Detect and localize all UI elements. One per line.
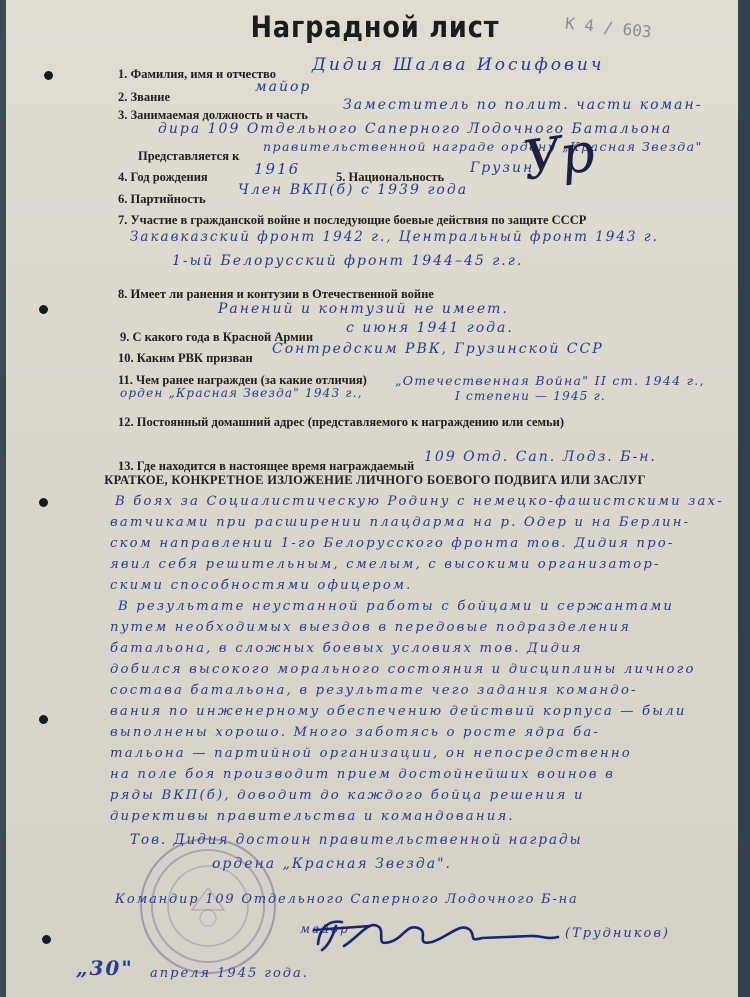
commander-signature <box>310 906 570 961</box>
commander-name: (Трудников) <box>565 926 671 941</box>
narrative-line: ряды ВКП(б), доводит до каждого бойца решения и <box>110 788 585 803</box>
field-value-name: Дидия Шалва Иосифович <box>312 55 605 75</box>
field-value-birth-year: 1916 <box>254 160 301 178</box>
field-label-nationality: 5. Национальность <box>336 170 445 184</box>
conclusion-line: Тов. Дидия достоин правительственной награды <box>130 832 583 848</box>
field-value-party: Член ВКП(б) с 1939 года <box>238 182 469 198</box>
field-value-draft-office: Сонтредским РВК, Грузинской ССР <box>272 341 604 357</box>
narrative-line: вания по инженерному обеспечению действий корпуса — были <box>110 704 687 719</box>
field-label-prior-awards: 11. Чем ранее награжден (за какие отличия) <box>118 373 367 387</box>
narrative-line: выполнены хорошо. Много заботясь о росте ядра ба- <box>110 725 601 740</box>
date-day: „30" <box>76 956 134 980</box>
field-label-position: 3. Занимаемая должность и часть <box>118 108 308 122</box>
field-value-rank: майор <box>255 79 312 95</box>
archive-number: К 4 / 603 <box>564 13 653 42</box>
field-value-prior-awards: „Отечественная Война" II ст. 1944 г., <box>395 373 705 388</box>
narrative-line: В боях за Социалистическую Родину с немецко-фашистскими зах- <box>115 494 724 509</box>
date-rest: апреля 1945 года. <box>150 966 309 981</box>
field-label-name: 1. Фамилия, имя и отчество <box>118 67 276 81</box>
narrative-line: на поле боя производит прием достойнейших воинов в <box>110 767 616 782</box>
field-value-wounds: Ранений и контузий не имеет. <box>218 301 509 317</box>
commander-title: Командир 109 Отдельного Саперного Лодочного Б-на <box>115 892 579 907</box>
field-label-combat: 7. Участие в гражданской войне и последующие боевые действия по защите СССР <box>118 213 587 227</box>
field-label-party: 6. Партийность <box>118 192 206 206</box>
field-label-draft-office: 10. Каким РВК призван <box>118 351 253 365</box>
field-value-army-since: с июня 1941 года. <box>346 320 514 336</box>
punch-hole <box>39 305 48 314</box>
narrative-line: скими способностями офицером. <box>110 578 413 593</box>
narrative-line: В результате неустанной работы с бойцами и сержантами <box>118 599 675 614</box>
field-value-location: 109 Отд. Сап. Лодз. Б-н. <box>424 449 657 465</box>
field-value-prior-awards-2: орден „Красная Звезда" 1943 г., <box>120 386 363 400</box>
narrative-line: состава батальона, в результате чего задания командо- <box>110 683 638 698</box>
punch-hole <box>42 935 51 944</box>
field-value-combat: Закавказский фронт 1942 г., Центральный фронт 1943 г. <box>130 229 659 245</box>
punch-hole <box>39 498 48 507</box>
narrative-line: явил себя решительным, смелым, с высокими организатор- <box>110 557 661 572</box>
narrative-line: директивы правительства и командования. <box>110 809 515 824</box>
commander-rank: майор <box>300 922 350 936</box>
resolution-mark: Ур <box>518 120 597 193</box>
field-label-birth-year: 4. Год рождения <box>118 170 208 184</box>
narrative-line: добился высокого морального состояния и дисциплины личного <box>110 662 696 677</box>
narrative-line: путем необходимых выездов в передовые подразделения <box>110 620 632 635</box>
field-value-position: Заместитель по полит. части коман- <box>343 97 703 113</box>
left-edge <box>0 0 6 997</box>
page-title: Наградной лист <box>250 10 500 44</box>
field-label-submitted: Представляется к <box>138 149 240 163</box>
narrative-line: ском направлении 1-го Белорусского фронта тов. Дидия про- <box>110 536 675 551</box>
field-value-submitted: правительственной награде ордену „Красная Звезда" <box>263 139 703 154</box>
field-label-wounds: 8. Имеет ли ранения и контузии в Отечественной войне <box>118 287 434 301</box>
right-edge <box>738 0 750 997</box>
punch-hole <box>44 71 53 80</box>
field-label-address: 12. Постоянный домашний адрес (представляемого к награждению или семьи) <box>118 415 565 429</box>
field-value-prior-awards-3: I степени — 1945 г. <box>455 389 606 403</box>
field-label-army-since: 9. С какого года в Красной Армии <box>120 330 314 344</box>
narrative-line: тальона — партийной организации, он непосредственно <box>110 746 632 761</box>
order-name: ордена „Красная Звезда". <box>212 856 452 872</box>
punch-hole <box>39 715 48 724</box>
field-value-nationality: Грузин <box>470 160 535 176</box>
narrative-line: батальона, в сложных боевых условиях тов. Дидия <box>110 641 583 656</box>
narrative-line: ватчиками при расширении плацдарма на р. Одер и на Берлин- <box>110 515 691 530</box>
section-heading: КРАТКОЕ, КОНКРЕТНОЕ ИЗЛОЖЕНИЕ ЛИЧНОГО БОЕВОГО ПОДВИГА ИЛИ ЗАСЛУГ <box>104 473 646 487</box>
field-value-position-2: дира 109 Отдельного Саперного Лодочного Батальона <box>158 121 673 137</box>
field-label-rank: 2. Звание <box>118 90 171 104</box>
field-label-location: 13. Где находится в настоящее время награждаемый <box>118 459 415 473</box>
field-value-combat-2: 1-ый Белорусский фронт 1944–45 г.г. <box>172 253 524 269</box>
